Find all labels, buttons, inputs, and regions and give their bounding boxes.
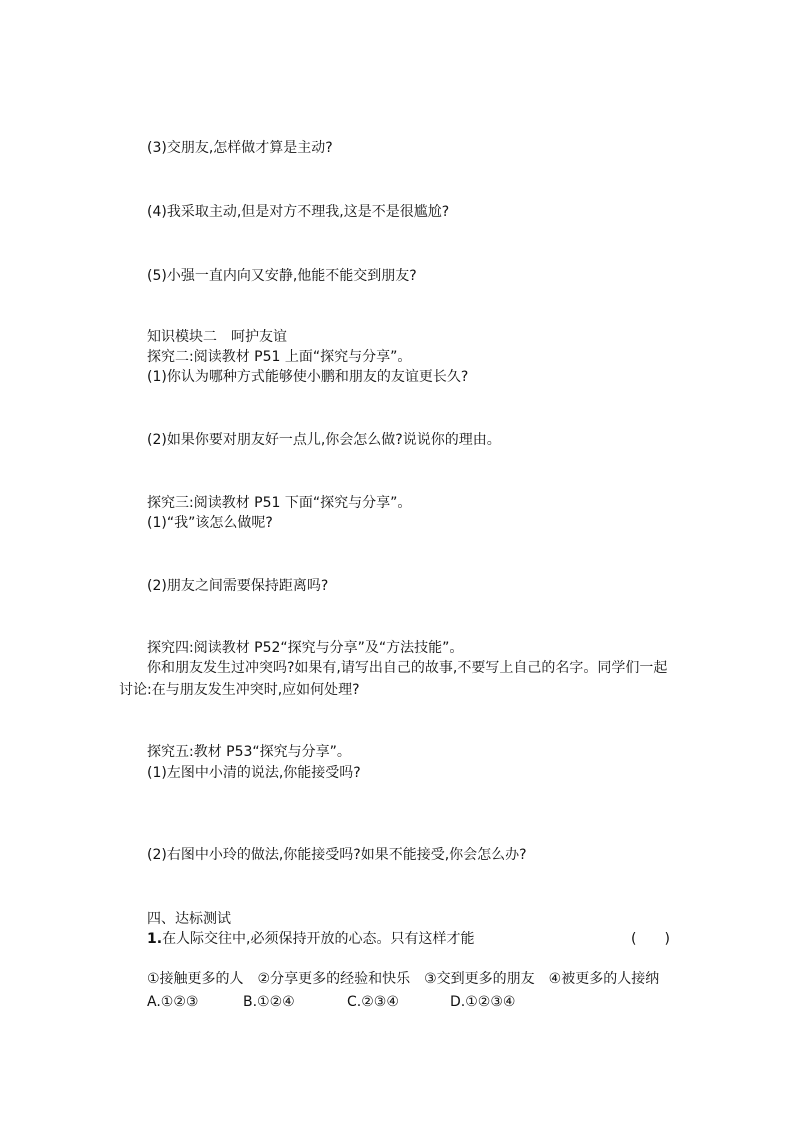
answer-blank: ( ) bbox=[631, 931, 670, 947]
test-question-1 bbox=[147, 930, 475, 948]
explore-2-question-1: (1)你认为哪种方式能够使小鹏和朋友的友谊更长久? bbox=[147, 369, 469, 385]
explore-3-question-2: (2)朋友之间需要保持距离吗? bbox=[147, 578, 329, 594]
explore-2-question-2: (2)如果你要对朋友好一点儿,你会怎么做?说说你的理由。 bbox=[147, 432, 501, 448]
module-2-heading: 知识模块二 呵护友谊 bbox=[147, 329, 287, 345]
option-a: A.①②③ bbox=[147, 994, 199, 1010]
explore-5-question-1: (1)左图中小清的说法,你能接受吗? bbox=[147, 765, 361, 781]
question-4: (4)我采取主动,但是对方不理我,这是不是很尴尬? bbox=[147, 204, 450, 220]
section-4-heading: 四、达标测试 bbox=[147, 911, 231, 927]
test-question-1-text: 在人际交往中,必须保持开放的心态。只有这样才能 bbox=[162, 931, 475, 947]
explore-3-question-1: (1)“我”该怎么做呢? bbox=[147, 515, 273, 531]
explore-2-title: 探究二:阅读教材 P51 上面“探究与分享”。 bbox=[147, 349, 412, 365]
test-question-1-number: 1. bbox=[147, 931, 163, 947]
option-b: B.①②④ bbox=[243, 994, 295, 1010]
question-3: (3)交朋友,怎样做才算是主动? bbox=[147, 140, 333, 156]
explore-3-title: 探究三:阅读教材 P51 下面“探究与分享”。 bbox=[147, 495, 412, 511]
option-d: D.①②③④ bbox=[450, 994, 516, 1010]
explore-4-title: 探究四:阅读教材 P52“探究与分享”及“方法技能”。 bbox=[147, 640, 464, 656]
explore-4-paragraph-line-1: 你和朋友发生过冲突吗?如果有,请写出自己的故事,不要写上自己的名字。同学们一起 bbox=[147, 660, 668, 676]
explore-5-title: 探究五:教材 P53“探究与分享”。 bbox=[147, 744, 351, 760]
explore-5-question-2: (2)右图中小玲的做法,你能接受吗?如果不能接受,你会怎么办? bbox=[147, 847, 527, 863]
option-c: C.②③④ bbox=[347, 994, 399, 1010]
test-question-1-items: ①接触更多的人 ②分享更多的经验和快乐 ③交到更多的朋友 ④被更多的人接纳 bbox=[147, 971, 660, 987]
explore-4-paragraph-line-2: 讨论:在与朋友发生冲突时,应如何处理? bbox=[119, 682, 360, 698]
question-5: (5)小强一直内向又安静,他能不能交到朋友? bbox=[147, 268, 417, 284]
